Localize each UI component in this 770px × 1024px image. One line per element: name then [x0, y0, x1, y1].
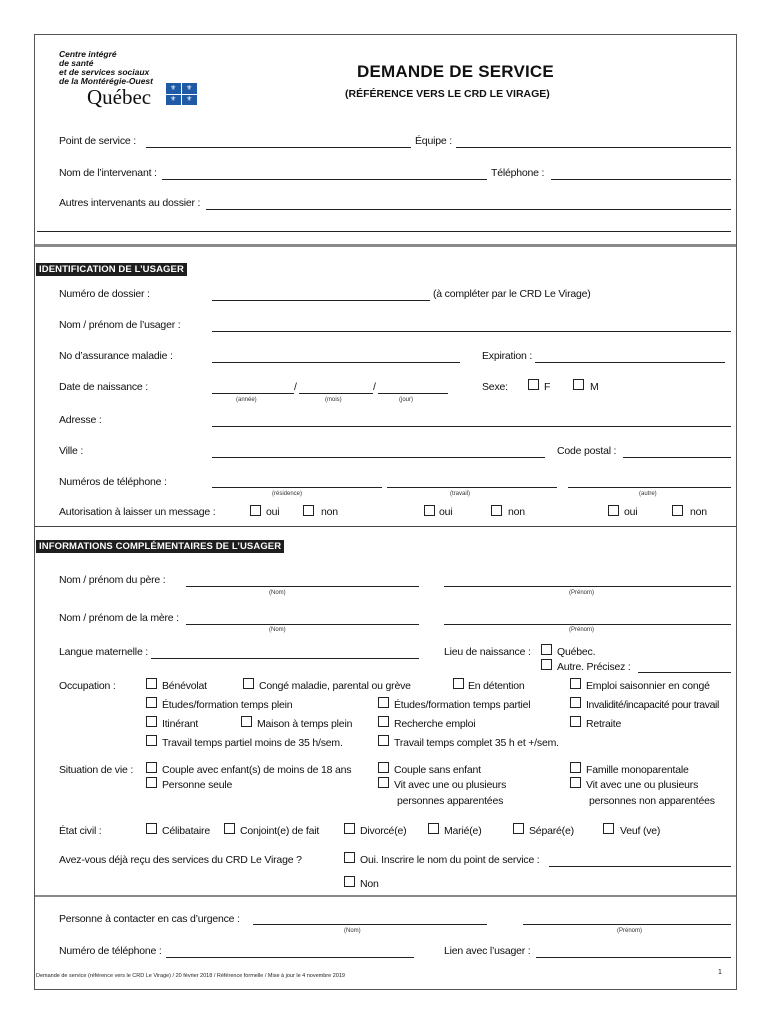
pere-nom-field[interactable] — [186, 586, 419, 587]
marie-label: Marié(e) — [444, 825, 482, 837]
autre-oui-label: oui — [624, 506, 638, 518]
date-slash-1: / — [294, 381, 297, 393]
section-divider — [35, 244, 736, 247]
section-divider-2 — [35, 526, 736, 527]
travail-non-label: non — [508, 506, 525, 518]
assurance-label: No d’assurance maladie : — [59, 350, 173, 362]
non-apparentees-label-1: Vit avec une ou plusieurs — [586, 779, 699, 791]
saisonnier-checkbox[interactable] — [570, 678, 581, 689]
identification-heading: IDENTIFICATION DE L’USAGER — [36, 263, 187, 276]
nom-usager-field[interactable] — [212, 331, 731, 332]
mois-caption: (mois) — [325, 397, 342, 403]
lieu-naissance-label: Lieu de naissance : — [444, 646, 531, 658]
code-postal-label: Code postal : — [557, 445, 617, 457]
separe-checkbox[interactable] — [513, 823, 524, 834]
apparentees-label-1: Vit avec une ou plusieurs — [394, 779, 507, 791]
sexe-label: Sexe: — [482, 381, 508, 393]
separe-label: Séparé(e) — [529, 825, 574, 837]
retraite-checkbox[interactable] — [570, 716, 581, 727]
lien-field[interactable] — [536, 957, 731, 958]
travail-oui-checkbox[interactable] — [424, 505, 435, 516]
itinerant-checkbox[interactable] — [146, 716, 157, 727]
pere-label: Nom / prénom du père : — [59, 574, 166, 586]
dossier-field[interactable] — [212, 300, 430, 301]
sexe-m-label: M — [590, 381, 599, 393]
point-service-nom-field[interactable] — [549, 866, 731, 867]
celibataire-label: Célibataire — [162, 825, 210, 837]
divorce-checkbox[interactable] — [344, 823, 355, 834]
pere-prenom-caption: (Prénom) — [569, 590, 595, 596]
date-slash-2: / — [373, 381, 376, 393]
intervenant-label: Nom de l’intervenant : — [59, 167, 157, 179]
couple-enfant-checkbox[interactable] — [146, 762, 157, 773]
langue-label: Langue maternelle : — [59, 646, 149, 658]
deja-non-label: Non — [360, 878, 379, 890]
maison-label: Maison à temps plein — [257, 718, 353, 730]
celibataire-checkbox[interactable] — [146, 823, 157, 834]
sexe-m-checkbox[interactable] — [573, 379, 584, 390]
monoparentale-checkbox[interactable] — [570, 762, 581, 773]
apparentees-checkbox[interactable] — [378, 777, 389, 788]
autre-non-checkbox[interactable] — [672, 505, 683, 516]
point-service-label: Point de service : — [59, 135, 136, 147]
complementaires-heading: INFORMATIONS COMPLÉMENTAIRES DE L’USAGER — [36, 540, 284, 553]
intervenant-field[interactable] — [162, 179, 487, 180]
seule-label: Personne seule — [162, 779, 233, 791]
occupation-label: Occupation : — [59, 680, 116, 692]
residence-non-checkbox[interactable] — [303, 505, 314, 516]
ville-field[interactable] — [212, 457, 545, 458]
itinerant-label: Itinérant — [162, 718, 199, 730]
naissance-label: Date de naissance : — [59, 381, 149, 393]
quebec-checkbox[interactable] — [541, 644, 552, 655]
autres-intervenants-field-2[interactable] — [37, 231, 731, 232]
mere-nom-field[interactable] — [186, 624, 419, 625]
langue-field[interactable] — [151, 658, 419, 659]
conjoint-label: Conjoint(e) de fait — [240, 825, 320, 837]
retraite-label: Retraite — [586, 718, 622, 730]
autre-precisez-label: Autre. Précisez : — [557, 661, 631, 673]
recherche-label: Recherche emploi — [394, 718, 476, 730]
monoparentale-label: Famille monoparentale — [586, 764, 689, 776]
urgence-prenom-caption: (Prénom) — [617, 928, 643, 934]
quebec-wordmark: Québec — [87, 85, 152, 109]
residence-non-label: non — [321, 506, 338, 518]
point-service-field[interactable] — [146, 147, 411, 148]
pere-prenom-field[interactable] — [444, 586, 731, 587]
mere-label: Nom / prénom de la mère : — [59, 612, 179, 624]
situation-label: Situation de vie : — [59, 764, 134, 776]
marie-checkbox[interactable] — [428, 823, 439, 834]
sexe-f-checkbox[interactable] — [528, 379, 539, 390]
lien-label: Lien avec l’usager : — [444, 945, 531, 957]
autres-intervenants-label: Autres intervenants au dossier : — [59, 197, 201, 209]
residence-caption: (résidence) — [272, 491, 303, 497]
section-divider-3 — [35, 895, 736, 897]
dossier-note: (à compléter par le CRD Le Virage) — [433, 288, 591, 300]
etudes-plein-checkbox[interactable] — [146, 697, 157, 708]
code-postal-field[interactable] — [623, 457, 731, 458]
ville-label: Ville : — [59, 445, 84, 457]
deja-oui-label: Oui. Inscrire le nom du point de service : — [360, 854, 540, 866]
detention-checkbox[interactable] — [453, 678, 464, 689]
etat-civil-label: État civil : — [59, 825, 102, 837]
telephone-field[interactable] — [551, 179, 731, 180]
benevolat-label: Bénévolat — [162, 680, 207, 692]
tel-residence-field[interactable] — [212, 487, 382, 488]
couple-sans-checkbox[interactable] — [378, 762, 389, 773]
autre-lieu-checkbox[interactable] — [541, 659, 552, 670]
mois-field[interactable] — [299, 393, 373, 394]
mere-prenom-caption: (Prénom) — [569, 627, 595, 633]
quebec-flag-icon: ⚜ ⚜ ⚜ ⚜ — [166, 83, 197, 105]
org-line-4: de la Montérégie-Ouest — [59, 76, 153, 86]
etudes-partiel-checkbox[interactable] — [378, 697, 389, 708]
sexe-f-label: F — [544, 381, 551, 393]
assurance-field[interactable] — [212, 362, 460, 363]
recherche-checkbox[interactable] — [378, 716, 389, 727]
conjoint-checkbox[interactable] — [224, 823, 235, 834]
deja-oui-checkbox[interactable] — [344, 852, 355, 863]
jour-caption: (jour) — [399, 397, 414, 403]
expiration-label: Expiration : — [482, 350, 533, 362]
autorisation-label: Autorisation à laisser un message : — [59, 506, 216, 518]
urgence-telephone-field[interactable] — [166, 957, 414, 958]
autres-intervenants-field[interactable] — [206, 209, 731, 210]
quebec-option: Québec. — [557, 646, 596, 658]
travail-caption: (travail) — [450, 491, 471, 497]
tel-autre-field[interactable] — [568, 487, 731, 488]
annee-field[interactable] — [212, 393, 294, 394]
partiel35-checkbox[interactable] — [146, 735, 157, 746]
dossier-label: Numéro de dossier : — [59, 288, 150, 300]
telephones-label: Numéros de téléphone : — [59, 476, 167, 488]
footer-text: Demande de service (référence vers le CRD Le Virage) / 20 février 2018 / Référence formelle / Mise à jour le 4 novembre 2019 — [36, 973, 345, 979]
veuf-checkbox[interactable] — [603, 823, 614, 834]
annee-caption: (année) — [236, 397, 257, 403]
apparentees-label-2: personnes apparentées — [397, 795, 504, 807]
residence-oui-checkbox[interactable] — [250, 505, 261, 516]
couple-sans-label: Couple sans enfant — [394, 764, 481, 776]
conge-label: Congé maladie, parental ou grève — [259, 680, 411, 692]
urgence-nom-caption: (Nom) — [344, 928, 361, 934]
telephone-label: Téléphone : — [491, 167, 545, 179]
partiel35-label: Travail temps partiel moins de 35 h/sem. — [162, 737, 343, 749]
autre-oui-checkbox[interactable] — [608, 505, 619, 516]
invalidite-checkbox[interactable] — [570, 697, 581, 708]
complet35-checkbox[interactable] — [378, 735, 389, 746]
form-page — [34, 34, 737, 990]
equipe-label: Équipe : — [415, 135, 452, 147]
urgence-prenom-field[interactable] — [523, 924, 731, 925]
residence-oui-label: oui — [266, 506, 280, 518]
etudes-plein-label: Études/formation temps plein — [162, 699, 293, 711]
org-line-2: de santé — [59, 58, 94, 68]
non-apparentees-label-2: personnes non apparentées — [589, 795, 715, 807]
org-line-3: et de services sociaux — [59, 67, 150, 77]
deja-recu-label: Avez-vous déjà reçu des services du CRD Le Virage ? — [59, 854, 302, 866]
jour-field[interactable] — [378, 393, 448, 394]
adresse-field[interactable] — [212, 426, 731, 427]
page-number: 1 — [718, 969, 722, 976]
etudes-partiel-label: Études/formation temps partiel — [394, 699, 531, 711]
pere-nom-caption: (Nom) — [269, 590, 286, 596]
benevolat-checkbox[interactable] — [146, 678, 157, 689]
detention-label: En détention — [468, 680, 525, 692]
complet35-label: Travail temps complet 35 h et +/sem. — [394, 737, 559, 749]
conge-checkbox[interactable] — [243, 678, 254, 689]
deja-non-checkbox[interactable] — [344, 876, 355, 887]
mere-prenom-field[interactable] — [444, 624, 731, 625]
veuf-label: Veuf (ve) — [620, 825, 661, 837]
adresse-label: Adresse : — [59, 414, 102, 426]
org-line-1: Centre intégré — [59, 49, 117, 59]
invalidite-label: Invalidité/incapacité pour travail — [586, 699, 719, 711]
couple-enfant-label: Couple avec enfant(s) de moins de 18 ans — [162, 764, 352, 776]
tel-travail-field[interactable] — [387, 487, 557, 488]
expiration-field[interactable] — [535, 362, 725, 363]
non-apparentees-checkbox[interactable] — [570, 777, 581, 788]
urgence-nom-field[interactable] — [253, 924, 487, 925]
autre-non-label: non — [690, 506, 707, 518]
urgence-telephone-label: Numéro de téléphone : — [59, 945, 162, 957]
travail-non-checkbox[interactable] — [491, 505, 502, 516]
autre-caption: (autre) — [639, 491, 657, 497]
divorce-label: Divorcé(e) — [360, 825, 407, 837]
autre-precisez-field[interactable] — [638, 672, 731, 673]
form-title: DEMANDE DE SERVICE — [357, 62, 554, 81]
mere-nom-caption: (Nom) — [269, 627, 286, 633]
nom-usager-label: Nom / prénom de l’usager : — [59, 319, 181, 331]
travail-oui-label: oui — [439, 506, 453, 518]
maison-checkbox[interactable] — [241, 716, 252, 727]
equipe-field[interactable] — [456, 147, 731, 148]
seule-checkbox[interactable] — [146, 777, 157, 788]
saisonnier-label: Emploi saisonnier en congé — [586, 680, 710, 692]
urgence-label: Personne à contacter en cas d’urgence : — [59, 913, 240, 925]
form-subtitle: (RÉFÉRENCE VERS LE CRD LE VIRAGE) — [345, 88, 550, 100]
